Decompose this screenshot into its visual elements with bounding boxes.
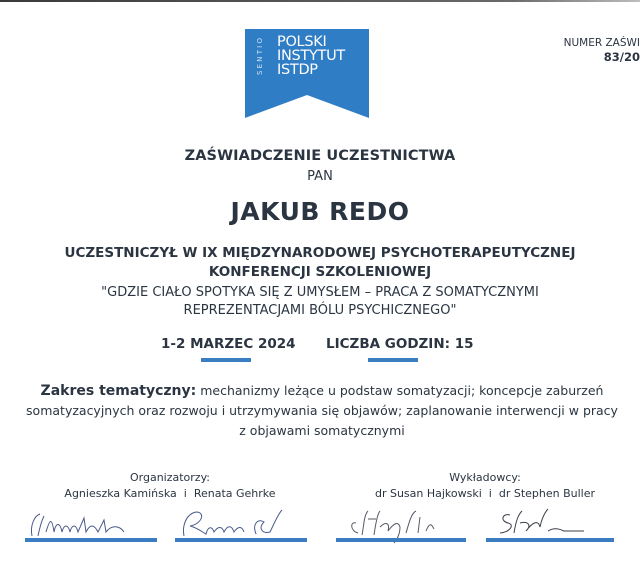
participant-name: JAKUB REDO [230, 197, 410, 226]
certificate-number-value: 83/20 [603, 50, 640, 64]
salutation: PAN [307, 169, 333, 184]
signature-line-3 [336, 538, 466, 542]
logo-sentio-text: SENTIO [256, 35, 264, 75]
signature-line-2 [175, 538, 307, 542]
certificate-title: ZAŚWIADCZENIE UCZESTNICTWA [184, 148, 456, 164]
conference-title-line-1: "GDZIE CIAŁO SPOTYKA SIĘ Z UMYSŁEM – PRACA Z SOMATYCZNYMI [101, 285, 539, 300]
signature-gehrke [178, 508, 290, 538]
date-underline [201, 358, 251, 362]
lecturers-block [330, 470, 640, 502]
institute-logo [245, 29, 369, 118]
certificate-number [564, 36, 640, 64]
conference-title-line-2: REPREZENTACJAMI BÓLU PSYCHICZNEGO" [183, 303, 457, 318]
lecturers-label: Wykładowcy: [449, 471, 521, 484]
signature-line-1 [25, 538, 157, 542]
signature-line-4 [486, 538, 614, 542]
signature-buller [494, 505, 594, 535]
hours-underline [368, 358, 418, 362]
scope-label: Zakres tematyczny: [40, 383, 197, 399]
organizers-names: Agnieszka Kamińska i Renata Gehrke [64, 487, 276, 500]
logo-text: POLSKI INSTYTUT ISTDP [277, 34, 345, 78]
participation-line-1: UCZESTNICZYŁ W IX MIĘDZYNARODOWEJ PSYCHOTERAPEUTYCZNEJ [64, 245, 576, 261]
scope-paragraph [22, 381, 622, 441]
organizers-label: Organizatorzy: [129, 471, 210, 484]
lecturers-names: dr Susan Hajkowski i dr Stephen Buller [374, 487, 596, 500]
participation-line-2: KONFERENCJI SZKOLENIOWEJ [208, 264, 432, 280]
signature-kaminska [28, 510, 138, 540]
certificate-number-label: NUMER ZAŚWI [563, 37, 640, 49]
conference-date: 1-2 MARZEC 2024 [161, 336, 296, 352]
hours-count: LICZBA GODZIN: 15 [326, 336, 474, 352]
scan-edge [0, 0, 640, 2]
organizers-block [20, 470, 320, 502]
scope-text: mechanizmy leżące u podstaw somatyzacji; koncepcje zaburzeń somatyzacyjnych oraz rozwoju i utrzymywania się objawów; zaplanowanie interwencji w pracy z objawami somatycznymi [26, 383, 618, 438]
